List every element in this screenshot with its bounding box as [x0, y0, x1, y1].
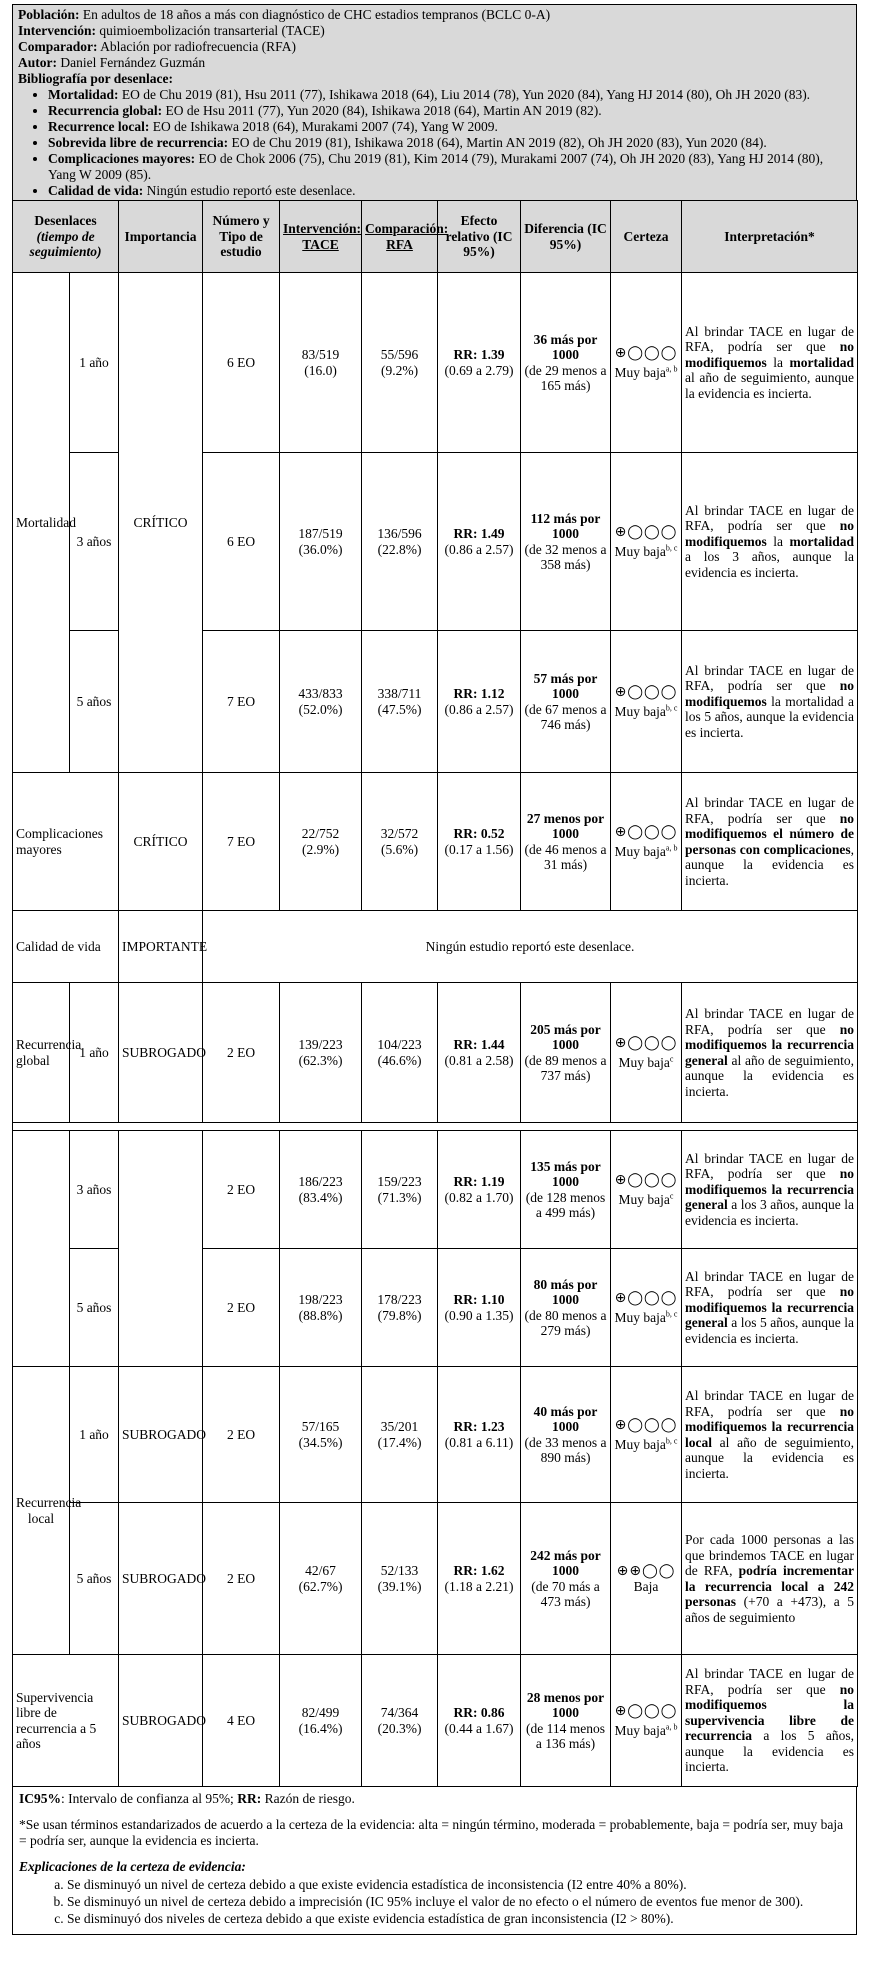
- importance-cell: CRÍTICO: [119, 773, 203, 911]
- certainty-cell: ⊕◯◯◯ Muy baja$^c$: [611, 1131, 682, 1249]
- outcome-cell-empty: [13, 1131, 70, 1367]
- header-importancia: Importancia: [119, 201, 203, 273]
- studies-cell: 2 EO: [203, 1131, 280, 1249]
- time-cell: 1 año: [70, 1367, 119, 1503]
- certainty-icon: ⊕◯◯◯: [614, 1171, 678, 1188]
- certainty-icon: ⊕⊕◯◯: [616, 1562, 676, 1579]
- rr-cell: RR: 1.62 (1.18 a 2.21): [438, 1503, 521, 1655]
- explanation-item: b. Se disminuyó un nivel de certeza debido a imprecisión (IC 95% incluye el valor de no efecto o el número de eventos fue menor de 300).: [67, 1894, 850, 1910]
- explanations-title: Explicaciones de la certeza de evidencia:: [19, 1859, 246, 1874]
- certainty-icon: ⊕◯◯◯: [614, 1289, 678, 1306]
- bibliography-list: [18, 87, 851, 199]
- interpretation-cell: Al brindar TACE en lugar de RFA, podría ser que no modifiquemos la mortalidad al año de seguimiento, aunque la evidencia es incierta.: [682, 273, 858, 453]
- rr-cell: RR: 1.19 (0.82 a 1.70): [438, 1131, 521, 1249]
- population-line: Población: En adultos de 18 años a más con diagnóstico de CHC estadios tempranos (BCLC 0-A): [18, 7, 551, 22]
- certainty-cell: ⊕◯◯◯ Muy baja$^c$: [611, 983, 682, 1123]
- rr-cell: RR: 0.86 (0.44 a 1.67): [438, 1655, 521, 1787]
- time-cell: 3 años: [70, 453, 119, 631]
- rr-cell: RR: 1.39 (0.69 a 2.79): [438, 273, 521, 453]
- rfa-cell: 52/133 (39.1%): [362, 1503, 438, 1655]
- certainty-icon: ⊕◯◯◯: [614, 823, 678, 840]
- difference-cell: 242 más por 1000 (de 70 más a 473 más): [521, 1503, 611, 1655]
- rfa-cell: 159/223 (71.3%): [362, 1131, 438, 1249]
- interpretation-cell: Al brindar TACE en lugar de RFA, podría ser que no modifiquemos la recurrencia general a los 3 años, aunque la evidencia es incierta.: [682, 1131, 858, 1249]
- outcome-cell: Calidad de vida: [13, 911, 119, 983]
- bibliography-heading: Bibliografía por desenlace:: [18, 71, 173, 86]
- studies-cell: 6 EO: [203, 273, 280, 453]
- table-row: [13, 1131, 858, 1249]
- table-header-row: [13, 201, 858, 273]
- certainty-icon: ⊕◯◯◯: [614, 1702, 678, 1719]
- author-line: Autor: Daniel Fernández Guzmán: [18, 55, 206, 70]
- table-row: [13, 983, 858, 1123]
- table-footnotes: [12, 1787, 857, 1935]
- abbreviations-note: IC95%: Intervalo de confianza al 95%; RR: Razón de riesgo.: [19, 1791, 355, 1806]
- certainty-cell: ⊕◯◯◯ Muy baja$^{a, b}$: [611, 273, 682, 453]
- header-numero: Número y Tipo de estudio: [203, 201, 280, 273]
- time-cell: 1 año: [70, 273, 119, 453]
- outcome-cell: Mortalidad: [13, 273, 70, 773]
- interpretation-cell: Al brindar TACE en lugar de RFA, podría ser que no modifiquemos la supervivencia libre de recurrencia a los 5 años, aunque la evidencia es incierta.: [682, 1655, 858, 1787]
- certainty-cell: ⊕⊕◯◯ Baja: [611, 1503, 682, 1655]
- bibliography-item: • Recurrencia global: EO de Hsu 2011 (77), Yun 2020 (84), Ishikawa 2018 (64), Martin AN 2019 (82).: [48, 103, 851, 119]
- importance-cell: SUBROGADO: [119, 1503, 203, 1655]
- studies-cell: 4 EO: [203, 1655, 280, 1787]
- difference-cell: 80 más por 1000 (de 80 menos a 279 más): [521, 1249, 611, 1367]
- importance-cell: IMPORTANTE: [119, 911, 203, 983]
- rfa-cell: 136/596 (22.8%): [362, 453, 438, 631]
- bibliography-item: • Sobrevida libre de recurrencia: EO de Chu 2019 (81), Ishikawa 2018 (64), Martin AN 2019 (82), Oh JH 2020 (83), Yun 2020 (84).: [48, 135, 851, 151]
- tace-cell: 22/752 (2.9%): [280, 773, 362, 911]
- table-gap: [13, 1123, 858, 1131]
- comparator-line: Comparador: Ablación por radiofrecuencia (RFA): [18, 39, 296, 54]
- grade-table: [12, 200, 858, 1787]
- importance-cell: SUBROGADO: [119, 1655, 203, 1787]
- time-cell: 5 años: [70, 1503, 119, 1655]
- importance-cell: SUBROGADO: [119, 983, 203, 1123]
- header-efecto: Efecto relativo (IC 95%): [438, 201, 521, 273]
- tace-cell: 187/519 (36.0%): [280, 453, 362, 631]
- tace-cell: 82/499 (16.4%): [280, 1655, 362, 1787]
- importance-cell: CRÍTICO: [119, 273, 203, 773]
- time-cell: 5 años: [70, 631, 119, 773]
- interpretation-cell: Al brindar TACE en lugar de RFA, podría ser que no modifiquemos la recurrencia local al año de seguimiento, aunque la evidencia es incierta.: [682, 1367, 858, 1503]
- bibliography-item: • Recurrence local: EO de Ishikawa 2018 (64), Murakami 2007 (74), Yang W 2009.: [48, 119, 851, 135]
- tace-cell: 139/223 (62.3%): [280, 983, 362, 1123]
- no-data-cell: Ningún estudio reportó este desenlace.: [203, 911, 858, 983]
- certainty-cell: ⊕◯◯◯ Muy baja$^{b, c}$: [611, 631, 682, 773]
- header-desenlace: Desenlaces (tiempo de seguimiento): [13, 201, 119, 273]
- header-interpretacion: Interpretación*: [682, 201, 858, 273]
- outcome-cell: Supervivencia libre de recurrencia a 5 años: [13, 1655, 119, 1787]
- certainty-icon: ⊕◯◯◯: [614, 1034, 678, 1051]
- difference-cell: 27 menos por 1000 (de 46 menos a 31 más): [521, 773, 611, 911]
- interpretation-cell: Al brindar TACE en lugar de RFA, podría ser que no modifiquemos la recurrencia general a los 5 años, aunque la evidencia es incierta.: [682, 1249, 858, 1367]
- studies-cell: 2 EO: [203, 1249, 280, 1367]
- studies-cell: 2 EO: [203, 1503, 280, 1655]
- studies-cell: 2 EO: [203, 983, 280, 1123]
- importance-cell-empty: [119, 1131, 203, 1367]
- interpretation-cell: Al brindar TACE en lugar de RFA, podría ser que no modifiquemos el número de personas con complicaciones, aunque la evidencia es incierta.: [682, 773, 858, 911]
- difference-cell: 135 más por 1000 (de 128 menos a 499 más): [521, 1131, 611, 1249]
- tace-cell: 433/833 (52.0%): [280, 631, 362, 773]
- outcome-cell: Recurrencia local: [13, 1367, 70, 1655]
- importance-cell: SUBROGADO: [119, 1367, 203, 1503]
- certainty-cell: ⊕◯◯◯ Muy baja$^{b, c}$: [611, 1367, 682, 1503]
- difference-cell: 36 más por 1000 (de 29 menos a 165 más): [521, 273, 611, 453]
- rr-cell: RR: 1.10 (0.90 a 1.35): [438, 1249, 521, 1367]
- tace-cell: 83/519 (16.0): [280, 273, 362, 453]
- explanation-item: c. Se disminuyó dos niveles de certeza debido a que existe evidencia estadística de gran inconsistencia (I2 > 80%).: [67, 1911, 850, 1927]
- studies-cell: 7 EO: [203, 773, 280, 911]
- rfa-cell: 32/572 (5.6%): [362, 773, 438, 911]
- header-diferencia: Diferencia (IC 95%): [521, 201, 611, 273]
- rfa-cell: 104/223 (46.6%): [362, 983, 438, 1123]
- difference-cell: 205 más por 1000 (de 89 menos a 737 más): [521, 983, 611, 1123]
- certainty-icon: ⊕◯◯◯: [614, 344, 678, 361]
- rfa-cell: 338/711 (47.5%): [362, 631, 438, 773]
- rr-cell: RR: 1.23 (0.81 a 6.11): [438, 1367, 521, 1503]
- bibliography-item: • Complicaciones mayores: EO de Chok 2006 (75), Chu 2019 (81), Kim 2014 (79), Murakami 2007 (74), Oh JH 2020 (83), Yang HJ 2014 (80), Yang W 2009 (85).: [48, 151, 851, 183]
- table-row: [13, 1503, 858, 1655]
- table-row: [13, 773, 858, 911]
- studies-cell: 7 EO: [203, 631, 280, 773]
- time-cell: 1 año: [70, 983, 119, 1123]
- header-comparacion: Comparación: RFA: [362, 201, 438, 273]
- difference-cell: 112 más por 1000 (de 32 menos a 358 más): [521, 453, 611, 631]
- interpretation-cell: Al brindar TACE en lugar de RFA, podría ser que no modifiquemos la mortalidad a los 3 años, aunque la evidencia es incierta.: [682, 453, 858, 631]
- bibliography-item: • Mortalidad: EO de Chu 2019 (81), Hsu 2011 (77), Ishikawa 2018 (64), Liu 2014 (78), Yun 2020 (84), Yang HJ 2014 (80), Oh JH 2020 (83).: [48, 87, 851, 103]
- difference-cell: 57 más por 1000 (de 67 menos a 746 más): [521, 631, 611, 773]
- certainty-icon: ⊕◯◯◯: [614, 1416, 678, 1433]
- table-row: [13, 1367, 858, 1503]
- intervention-line: Intervención: quimioembolización transarterial (TACE): [18, 23, 325, 38]
- tace-cell: 42/67 (62.7%): [280, 1503, 362, 1655]
- rfa-cell: 74/364 (20.3%): [362, 1655, 438, 1787]
- outcome-cell: Complicaciones mayores: [13, 773, 119, 911]
- rr-cell: RR: 1.12 (0.86 a 2.57): [438, 631, 521, 773]
- studies-cell: 2 EO: [203, 1367, 280, 1503]
- explanations-list: [19, 1877, 850, 1927]
- outcome-cell: Recurrencia global: [13, 983, 70, 1123]
- certainty-cell: ⊕◯◯◯ Muy baja$^{b, c}$: [611, 453, 682, 631]
- certainty-cell: ⊕◯◯◯ Muy baja$^{a, b}$: [611, 1655, 682, 1787]
- rr-cell: RR: 1.49 (0.86 a 2.57): [438, 453, 521, 631]
- interpretation-cell: Al brindar TACE en lugar de RFA, podría ser que no modifiquemos la recurrencia general al año de seguimiento, aunque la evidencia es incierta.: [682, 983, 858, 1123]
- time-cell: 3 años: [70, 1131, 119, 1249]
- certainty-cell: ⊕◯◯◯ Muy baja$^{b, c}$: [611, 1249, 682, 1367]
- grade-summary-document: [12, 4, 857, 1935]
- difference-cell: 40 más por 1000 (de 33 menos a 890 más): [521, 1367, 611, 1503]
- interpretation-cell: Al brindar TACE en lugar de RFA, podría ser que no modifiquemos la mortalidad a los 5 años, aunque la evidencia es incierta.: [682, 631, 858, 773]
- tace-cell: 57/165 (34.5%): [280, 1367, 362, 1503]
- table-row: [13, 1655, 858, 1787]
- table-row: [13, 911, 858, 983]
- terms-note: *Se usan términos estandarizados de acuerdo a la certeza de la evidencia: alta = ningún término, moderada = probablemente, baja = podría ser, muy baja = podría ser, aunque la evidencia es incierta.: [19, 1817, 844, 1848]
- header-intervencion: Intervención: TACE: [280, 201, 362, 273]
- difference-cell: 28 menos por 1000 (de 114 menos a 136 más): [521, 1655, 611, 1787]
- rfa-cell: 178/223 (79.8%): [362, 1249, 438, 1367]
- interpretation-cell: Por cada 1000 personas a las que brindemos TACE en lugar de RFA, podría incrementar la recurrencia local a 242 personas (+70 a +473), a 5 años de seguimiento: [682, 1503, 858, 1655]
- table-row: [13, 273, 858, 453]
- bibliography-item: • Calidad de vida: Ningún estudio reportó este desenlace.: [48, 183, 851, 199]
- rfa-cell: 35/201 (17.4%): [362, 1367, 438, 1503]
- studies-cell: 6 EO: [203, 453, 280, 631]
- explanation-item: a. Se disminuyó un nivel de certeza debido a que existe evidencia estadística de inconsistencia (I2 entre 40% a 80%).: [67, 1877, 850, 1893]
- time-cell: 5 años: [70, 1249, 119, 1367]
- certainty-icon: ⊕◯◯◯: [614, 523, 678, 540]
- rr-cell: RR: 1.44 (0.81 a 2.58): [438, 983, 521, 1123]
- tace-cell: 198/223 (88.8%): [280, 1249, 362, 1367]
- summary-box: [12, 4, 857, 200]
- tace-cell: 186/223 (83.4%): [280, 1131, 362, 1249]
- header-certeza: Certeza: [611, 201, 682, 273]
- rfa-cell: 55/596 (9.2%): [362, 273, 438, 453]
- rr-cell: RR: 0.52 (0.17 a 1.56): [438, 773, 521, 911]
- certainty-icon: ⊕◯◯◯: [614, 683, 678, 700]
- certainty-cell: ⊕◯◯◯ Muy baja$^{a, b}$: [611, 773, 682, 911]
